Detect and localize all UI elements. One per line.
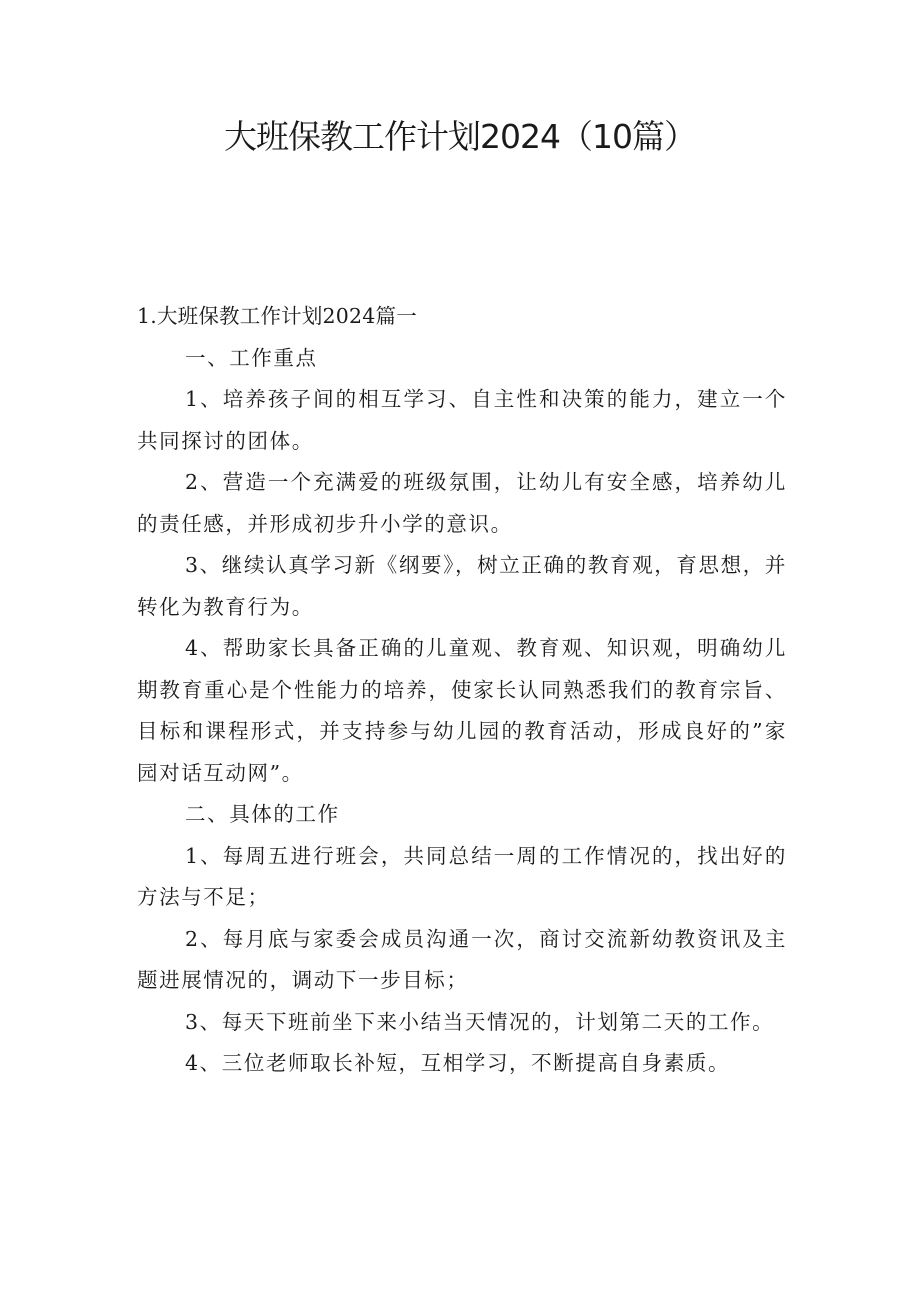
paragraph-work-4: 4、三位老师取长补短，互相学习，不断提高自身素质。	[185, 1051, 731, 1075]
paragraph-work-2: 2、每月底与家委会成员沟通一次，商讨交流新幼教资讯及主题进展情况的，调动下一步目标；	[137, 926, 787, 992]
document-title: 大班保教工作计划2024（10篇）	[224, 117, 696, 156]
heading-work-focus: 一、工作重点	[185, 345, 318, 370]
paragraph-focus-2: 2、营造一个充满爱的班级氛围，让幼儿有安全感，培养幼儿的责任感，并形成初步升小学的意识。	[137, 470, 787, 536]
section-heading: 1.大班保教工作计划2024篇一	[137, 304, 417, 328]
paragraph-focus-3: 3、继续认真学习新《纲要》，树立正确的教育观，育思想，并转化为教育行为。	[137, 553, 787, 619]
paragraph-focus-1: 1、培养孩子间的相互学习、自主性和决策的能力，建立一个共同探讨的团体。	[137, 387, 787, 453]
paragraph-work-1: 1、每周五进行班会，共同总结一周的工作情况的，找出好的方法与不足；	[137, 843, 787, 909]
paragraph-work-3: 3、每天下班前坐下来小结当天情况的，计划第二天的工作。	[185, 1009, 775, 1034]
paragraph-focus-4: 4、帮助家长具备正确的儿童观、教育观、知识观，明确幼儿期教育重心是个性能力的培养，使家长认同熟悉我们的教育宗旨、目标和课程形式，并支持参与幼儿园的教育活动，形成良好的”家园对话互动网”。	[137, 636, 787, 785]
document-body	[137, 296, 787, 1085]
heading-specific-work: 二、具体的工作	[185, 802, 340, 826]
